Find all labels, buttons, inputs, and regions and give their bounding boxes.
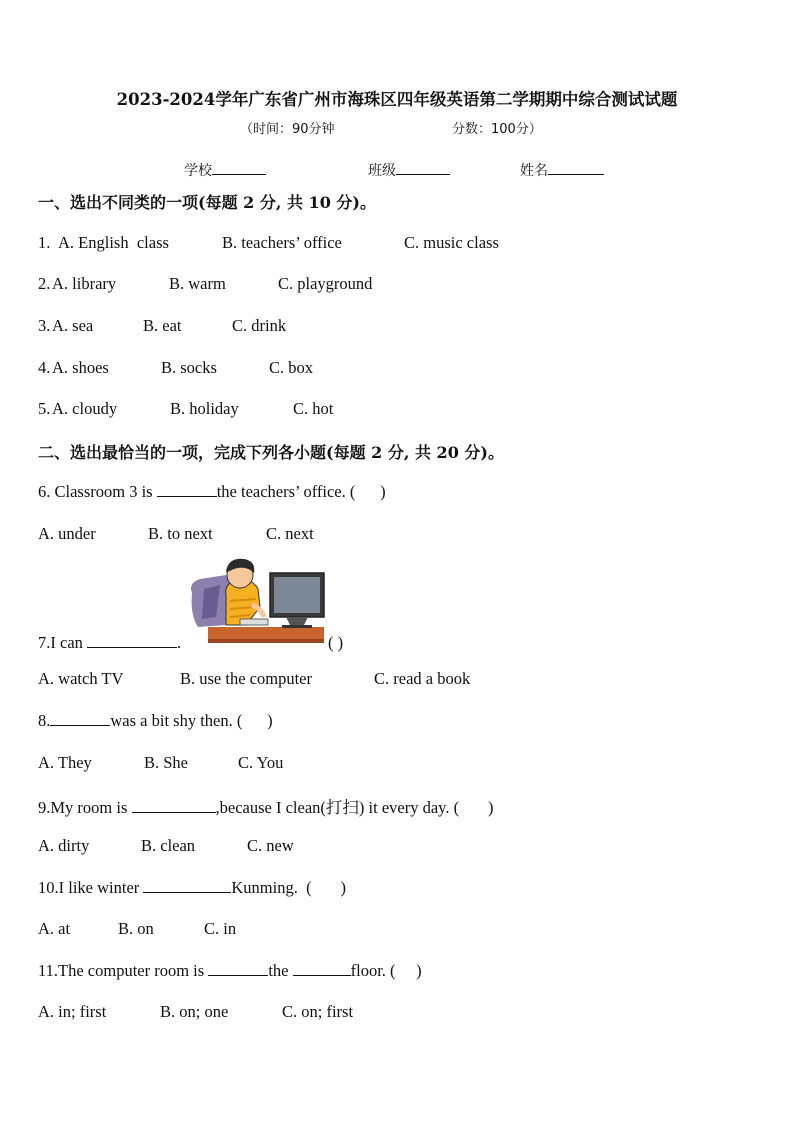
q6-stem-pre: 6. Classroom 3 is — [38, 482, 157, 501]
q7-stem-post: . — [177, 633, 182, 652]
section-2-heading: 二、选出最恰当的一项，完成下列各小题(每题 2 分, 共 20 分)。 — [38, 443, 504, 462]
q6-option-b: B. to next — [148, 524, 213, 543]
q2-number: 2. — [38, 274, 51, 293]
q10-stem — [38, 878, 346, 898]
q2-option-c: C. playground — [278, 274, 373, 293]
q4-option-b: B. socks — [161, 358, 217, 377]
time-info: （时间：90分钟 — [240, 122, 335, 137]
boy-using-computer-illustration — [186, 555, 328, 645]
q9-blank — [132, 798, 216, 813]
q11-option-b: B. on; one — [160, 1002, 229, 1021]
q3-option-b: B. eat — [143, 316, 182, 335]
class-field — [368, 160, 450, 180]
q8-option-b: B. She — [144, 753, 189, 772]
q11-blank-1 — [208, 961, 268, 976]
q7-stem — [38, 633, 181, 653]
q11-stem — [38, 961, 422, 981]
score-info: 分数：100分） — [452, 122, 542, 137]
q2-option-a: A. library — [52, 274, 117, 293]
q11-stem-pre: 11.The computer room is — [38, 961, 209, 980]
class-label: 班级 — [368, 163, 396, 179]
school-field — [184, 160, 266, 180]
q10-stem-pre: 10.I like winter — [38, 878, 144, 897]
q10-blank — [143, 878, 231, 893]
page-title: 2023-2024学年广东省广州市海珠区四年级英语第二学期期中综合测试试题 — [116, 90, 678, 109]
school-label: 学校 — [184, 163, 212, 179]
q8-stem — [38, 711, 273, 731]
q11-option-a: A. in; first — [38, 1002, 107, 1021]
q9-option-c: C. new — [247, 836, 294, 855]
q9-stem-pre: 9.My room is — [38, 798, 132, 817]
q5-option-c: C. hot — [293, 399, 334, 418]
q6-stem — [38, 482, 386, 502]
q9-stem-post: ,because I clean(打扫) it every day. ( ) — [215, 798, 494, 817]
q7-option-c: C. read a book — [374, 669, 471, 688]
q1-option-c: C. music class — [404, 233, 499, 252]
q7-option-a: A. watch TV — [38, 669, 124, 688]
q10-option-b: B. on — [118, 919, 154, 938]
q11-blank-2 — [293, 961, 351, 976]
q8-stem-post: was a bit shy then. ( ) — [110, 711, 273, 730]
q1-number: 1. — [38, 233, 51, 252]
q1-option-a: A. English class — [58, 233, 169, 252]
q8-stem-pre: 8. — [38, 711, 51, 730]
q11-option-c: C. on; first — [282, 1002, 354, 1021]
section-1-heading: 一、选出不同类的一项(每题 2 分, 共 10 分)。 — [38, 193, 376, 212]
q2-option-b: B. warm — [169, 274, 226, 293]
q7-option-b: B. use the computer — [180, 669, 312, 688]
q3-option-a: A. sea — [52, 316, 94, 335]
q7-stem-pre: 7.I can — [38, 633, 88, 652]
q3-option-c: C. drink — [232, 316, 287, 335]
q6-stem-post: the teachers’ office. ( ) — [216, 482, 386, 501]
q4-number: 4. — [38, 358, 51, 377]
q3-number: 3. — [38, 316, 51, 335]
q8-option-c: C. You — [238, 753, 284, 772]
q1-option-b: B. teachers’ office — [222, 233, 342, 252]
q7-answer-paren: ( ) — [328, 633, 344, 652]
q11-stem-post: floor. ( ) — [350, 961, 422, 980]
q11-stem-mid: the — [268, 961, 293, 980]
q9-option-a: A. dirty — [38, 836, 90, 855]
q4-option-a: A. shoes — [52, 358, 109, 377]
q8-option-a: A. They — [38, 753, 92, 772]
name-field — [520, 160, 604, 180]
q9-option-b: B. clean — [141, 836, 196, 855]
q10-option-c: C. in — [204, 919, 237, 938]
q5-option-a: A. cloudy — [52, 399, 118, 418]
q9-stem — [38, 794, 493, 818]
q8-blank — [50, 711, 110, 726]
q6-blank — [157, 482, 217, 497]
q10-stem-post: Kunming. ( ) — [231, 878, 346, 897]
name-label: 姓名 — [520, 163, 548, 179]
q5-option-b: B. holiday — [170, 399, 239, 418]
q6-option-a: A. under — [38, 524, 96, 543]
q6-option-c: C. next — [266, 524, 314, 543]
q7-blank — [87, 633, 177, 648]
q5-number: 5. — [38, 399, 51, 418]
q4-option-c: C. box — [269, 358, 314, 377]
q10-option-a: A. at — [38, 919, 71, 938]
